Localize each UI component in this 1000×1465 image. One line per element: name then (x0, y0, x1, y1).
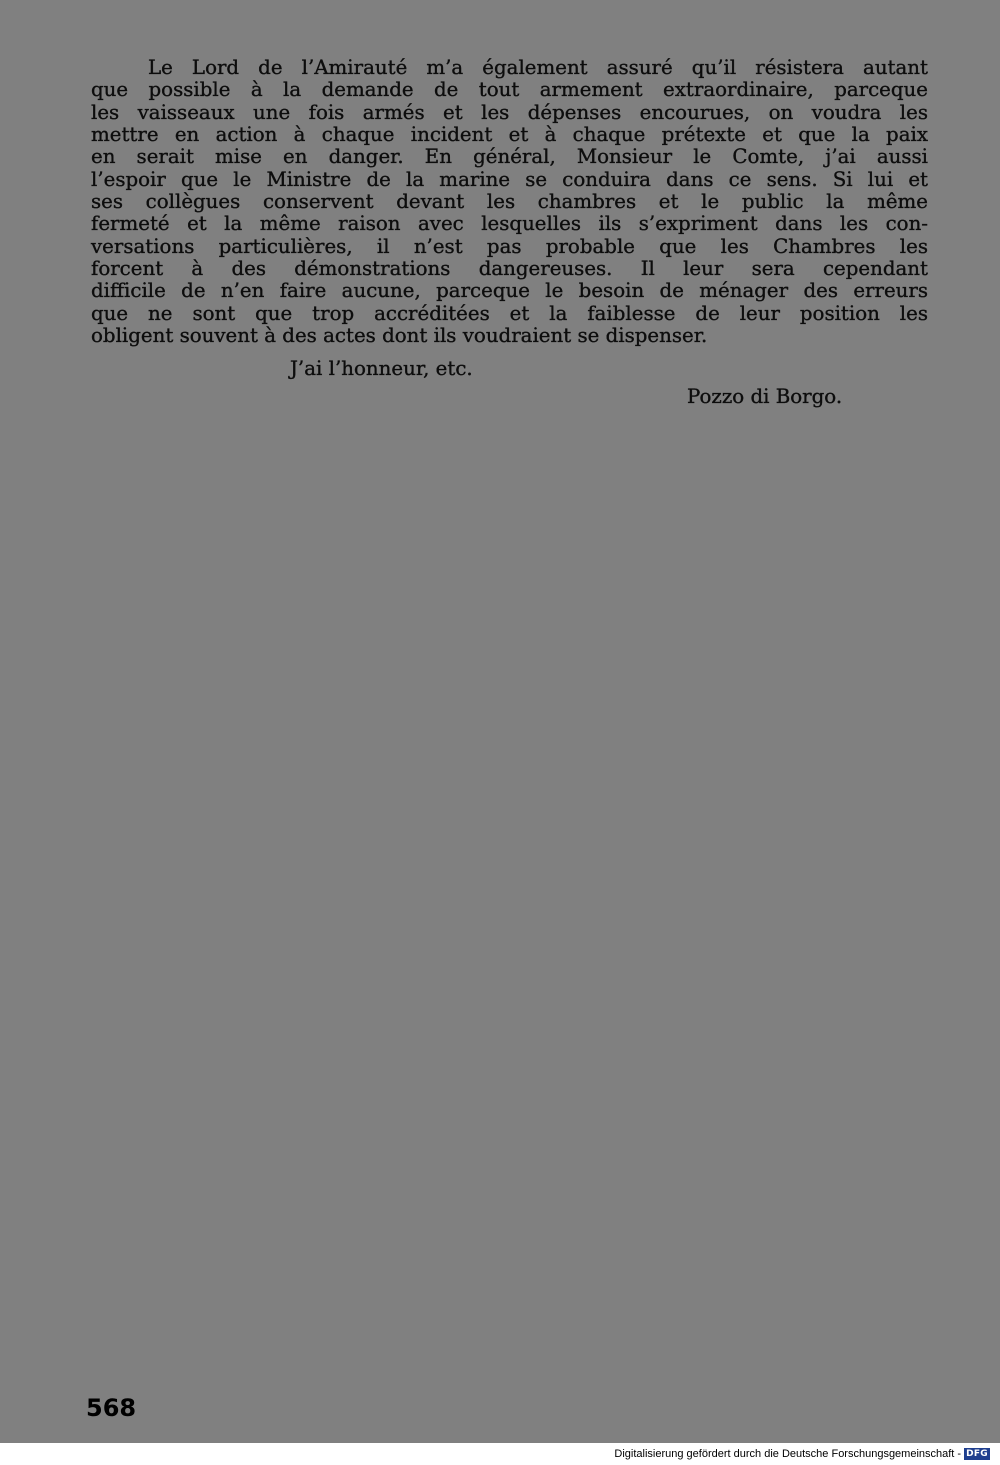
paragraph-line: en serait mise en danger. En général, Monsieur le Comte, j’ai aussi (91, 145, 928, 169)
paragraph-line: fermeté et la même raison avec lesquelles ils s’expriment dans les con- (91, 212, 928, 236)
paragraph-line: que ne sont que trop accréditées et la faiblesse de leur position les (91, 301, 928, 325)
digitization-footer (614, 1445, 990, 1463)
dfg-logo-icon: DFG (966, 1449, 988, 1459)
paragraph-line: obligent souvent à des actes dont ils voudraient se dispenser. (91, 324, 708, 348)
letter-signature: Pozzo di Borgo. (687, 385, 843, 408)
paragraph-line: forcent à des démonstrations dangereuses. Il leur sera cependant (91, 257, 928, 281)
page-number: 568 (86, 1394, 137, 1422)
paragraph-line: mettre en action à chaque incident et à chaque prétexte et que la paix (91, 123, 928, 147)
letter-closing: J’ai l’honneur, etc. (290, 357, 473, 380)
letter-paragraph (91, 57, 928, 347)
paragraph-line: que possible à la demande de tout armement extraordinaire, parceque (91, 78, 928, 102)
paragraph-line: difficile de n’en faire aucune, parceque le besoin de ménager des erreurs (91, 279, 928, 303)
paragraph-line: ses collègues conservent devant les chambres et le public la même (91, 190, 928, 214)
paragraph-line: les vaisseaux une fois armés et les dépenses encourues, on voudra les (91, 100, 928, 124)
paragraph-line: Le Lord de l’Amirauté m’a également assuré qu’il résistera autant (148, 56, 928, 79)
paragraph-line: versations particulières, il n’est pas probable que les Chambres les (91, 234, 928, 258)
footer-credit-text: Digitalisierung gefördert durch die Deutsche Forschungsgemeinschaft - (614, 1448, 962, 1460)
paragraph-line: l’espoir que le Ministre de la marine se conduira dans ce sens. Si lui et (91, 167, 928, 191)
